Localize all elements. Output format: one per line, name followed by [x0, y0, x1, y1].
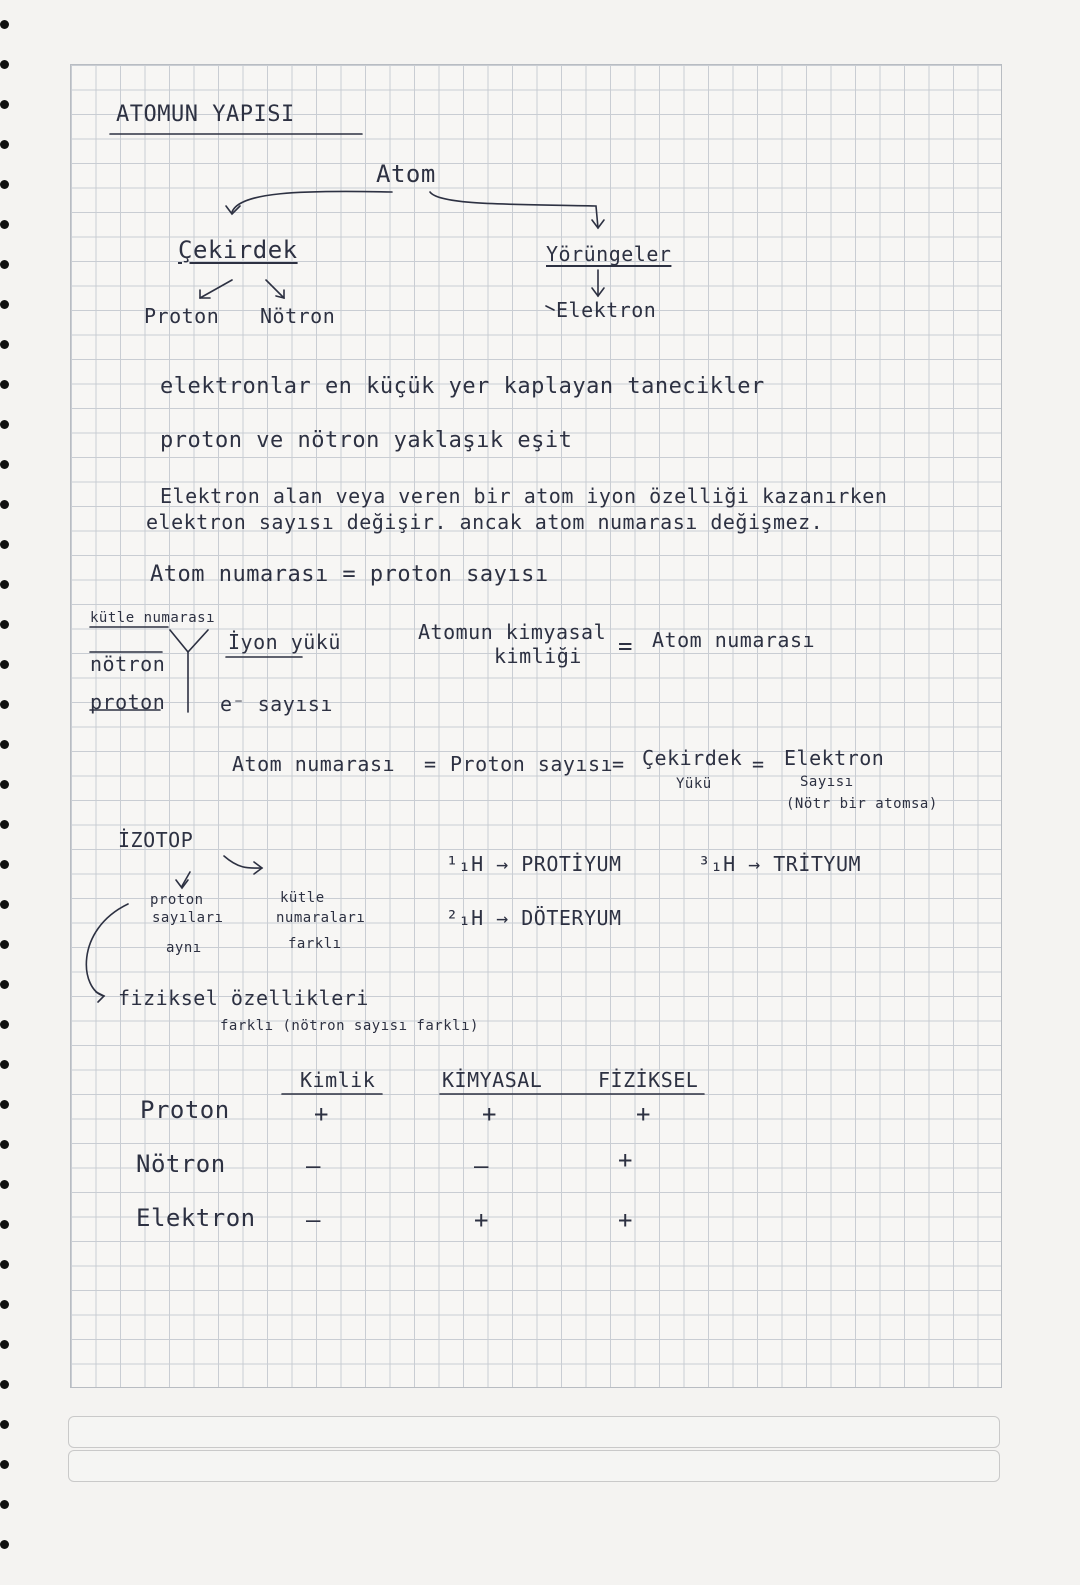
note-line-4: elektron sayısı değişir. ancak atom numarası değişmez.: [146, 510, 824, 534]
table-header-identity: Kimlik: [300, 1068, 376, 1092]
table-header-chemical: KİMYASAL: [442, 1068, 543, 1092]
identity-equals: =: [618, 632, 633, 660]
note-line-2: proton ve nötron yaklaşık eşit: [160, 428, 573, 453]
isotope-same-3: aynı: [166, 940, 202, 956]
isotope-label: İZOTOP: [118, 828, 194, 852]
notation-electrons: e⁻ sayısı: [220, 692, 333, 716]
equation-electron: Elektron: [784, 746, 885, 770]
table-row-label-neutron: Nötron: [136, 1150, 226, 1178]
table-header-physical: FİZİKSEL: [598, 1068, 699, 1092]
isotope-protium: ¹₁H → PROTİYUM: [446, 852, 622, 876]
identity-right: Atom numarası: [652, 628, 816, 652]
table-cell: +: [636, 1100, 651, 1128]
isotope-diff-3: farklı: [288, 936, 342, 952]
isotope-same-1: proton: [150, 892, 204, 908]
equation-count: Sayısı: [800, 774, 854, 790]
identity-left-2: kimliği: [494, 644, 582, 668]
equation-eq-1: =: [424, 752, 437, 776]
notation-charge: İyon yükü: [228, 630, 341, 654]
table-row-label-proton: Proton: [140, 1096, 230, 1124]
table-cell: —: [306, 1206, 321, 1234]
diagram-root-atom: Atom: [376, 160, 436, 188]
diagram-electron: Elektron: [556, 298, 657, 322]
isotope-physical-2: farklı (nötron sayısı farklı): [220, 1018, 479, 1034]
diagram-proton: Proton: [144, 304, 220, 328]
isotope-diff-2: numaraları: [276, 910, 366, 926]
isotope-physical-1: fiziksel özellikleri: [118, 986, 369, 1010]
equation-charge: Yükü: [676, 776, 712, 792]
notation-proton: proton: [90, 690, 166, 714]
equation-neutral: (Nötr bir atomsa): [786, 796, 938, 812]
isotope-tritium: ³₁H → TRİTYUM: [698, 852, 862, 876]
note-line-5: Atom numarası = proton sayısı: [150, 562, 549, 587]
diagram-nucleus: Çekirdek: [178, 236, 298, 264]
note-line-3: Elektron alan veya veren bir atom iyon özelliği kazanırken: [160, 484, 888, 508]
diagram-neutron: Nötron: [260, 304, 336, 328]
identity-left: Atomun kimyasal: [418, 620, 607, 644]
table-cell: +: [618, 1206, 633, 1234]
table-cell: +: [618, 1146, 633, 1174]
page-title: ATOMUN YAPISI: [116, 102, 295, 127]
note-line-1: elektronlar en küçük yer kaplayan tanecikler: [160, 374, 765, 399]
equation-eq-2: =: [612, 752, 625, 776]
table-row-label-electron: Elektron: [136, 1204, 256, 1232]
equation-nucleus: Çekirdek: [642, 746, 743, 770]
isotope-same-2: sayıları: [152, 910, 224, 926]
notation-mass: kütle numarası: [90, 610, 216, 626]
table-cell: +: [474, 1206, 489, 1234]
equation-proton-count: Proton sayısı: [450, 752, 614, 776]
table-cell: —: [306, 1152, 321, 1180]
equation-atom-number: Atom numarası: [232, 752, 396, 776]
table-cell: +: [314, 1100, 329, 1128]
notation-neutron: nötron: [90, 652, 166, 676]
isotope-deuterium: ²₁H → DÖTERYUM: [446, 906, 622, 930]
equation-eq-3: =: [752, 752, 765, 776]
isotope-diff-1: kütle: [280, 890, 325, 906]
diagram-orbits: Yörüngeler: [546, 242, 672, 266]
table-cell: —: [474, 1152, 489, 1180]
table-cell: +: [482, 1100, 497, 1128]
